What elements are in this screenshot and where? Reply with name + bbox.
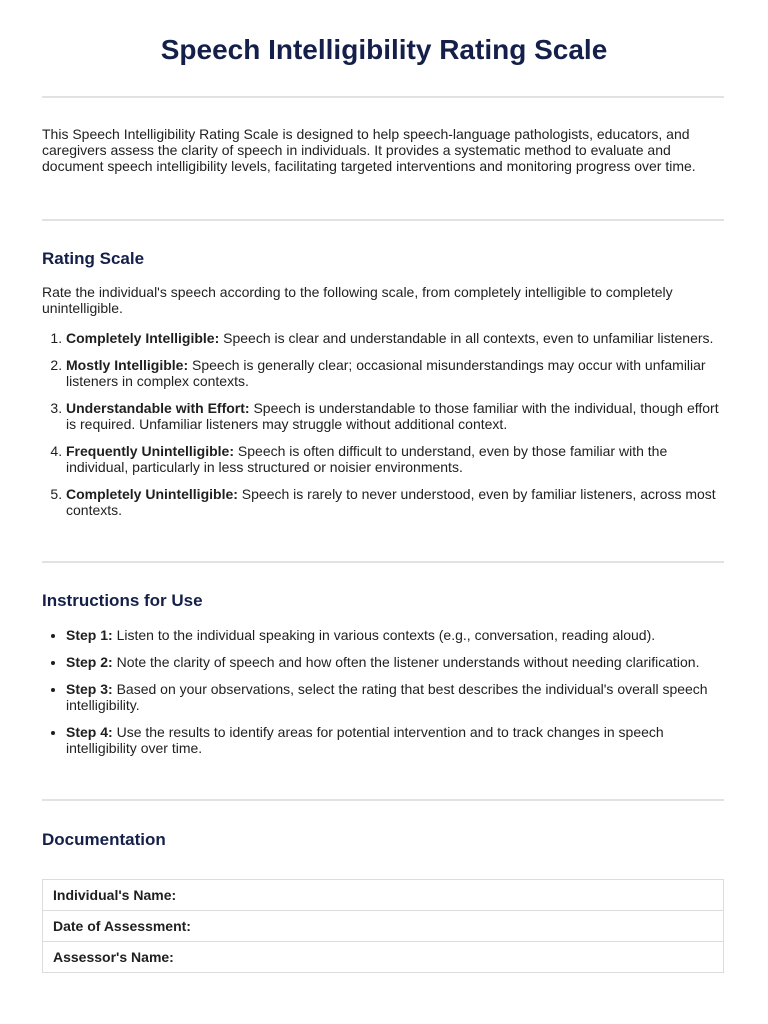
instruction-step-text: Use the results to identify areas for potential intervention and to track changes in speech intelligibility over time. — [66, 724, 664, 756]
rating-scale-list — [42, 330, 724, 529]
table-row — [43, 911, 724, 942]
divider — [42, 799, 724, 801]
instruction-step-text: Note the clarity of speech and how often the listener understands without needing clarification. — [116, 654, 700, 670]
instruction-step-label: Step 1: — [66, 627, 113, 643]
instruction-step — [66, 681, 724, 713]
instruction-step — [66, 627, 724, 643]
rating-item — [66, 357, 724, 389]
rating-item-text: Speech is clear and understandable in all contexts, even to unfamiliar listeners. — [223, 330, 714, 346]
rating-item-text: Speech is rarely to never understood, even by familiar listeners, across most contexts. — [66, 486, 716, 518]
documentation-heading: Documentation — [42, 830, 166, 849]
rating-item-text: Speech is often difficult to understand, even by those familiar with the individual, particularly in less structured or noisier environments. — [66, 443, 668, 475]
rating-item — [66, 486, 724, 518]
rating-scale-heading: Rating Scale — [42, 249, 145, 268]
rating-scale-description: Rate the individual's speech according to the following scale, from completely intelligible to completely unintelligible. — [42, 284, 673, 316]
instructions-heading: Instructions for Use — [42, 591, 203, 610]
rating-item-label: Completely Unintelligible: — [66, 486, 238, 502]
instruction-step-text: Based on your observations, select the rating that best describes the individual's overall speech intelligibility. — [66, 681, 708, 713]
instruction-step — [66, 654, 724, 670]
rating-item-label: Frequently Unintelligible: — [66, 443, 235, 459]
assessor-name-field[interactable]: Assessor's Name: — [43, 942, 724, 973]
table-row — [43, 880, 724, 911]
divider — [42, 96, 724, 98]
rating-item-text: Speech is understandable to those familiar with the individual, though effort is required. Unfamiliar listeners may struggle without additional context. — [66, 400, 719, 432]
instruction-step-label: Step 4: — [66, 724, 113, 740]
rating-item — [66, 400, 724, 432]
rating-item-label: Completely Intelligible: — [66, 330, 220, 346]
divider — [42, 561, 724, 563]
rating-item — [66, 443, 724, 475]
rating-item-label: Understandable with Effort: — [66, 400, 250, 416]
rating-item-label: Mostly Intelligible: — [66, 357, 189, 373]
instructions-list — [42, 627, 724, 767]
intro-paragraph: This Speech Intelligibility Rating Scale is designed to help speech-language pathologists, educators, and caregivers assess the clarity of speech in individuals. It provides a systematic method to evaluate and document speech intelligibility levels, facilitating targeted interventions and monitoring progress over time. — [42, 126, 696, 174]
documentation-table — [42, 879, 724, 973]
instruction-step-label: Step 2: — [66, 654, 113, 670]
assessment-date-field[interactable]: Date of Assessment: — [43, 911, 724, 942]
individual-name-field[interactable]: Individual's Name: — [43, 880, 724, 911]
page-title: Speech Intelligibility Rating Scale — [160, 34, 608, 65]
instruction-step-label: Step 3: — [66, 681, 113, 697]
rating-item — [66, 330, 724, 346]
instruction-step — [66, 724, 724, 756]
instruction-step-text: Listen to the individual speaking in various contexts (e.g., conversation, reading aloud). — [116, 627, 656, 643]
table-row — [43, 942, 724, 973]
divider — [42, 219, 724, 221]
rating-item-text: Speech is generally clear; occasional misunderstandings may occur with unfamiliar listeners in complex contexts. — [66, 357, 706, 389]
